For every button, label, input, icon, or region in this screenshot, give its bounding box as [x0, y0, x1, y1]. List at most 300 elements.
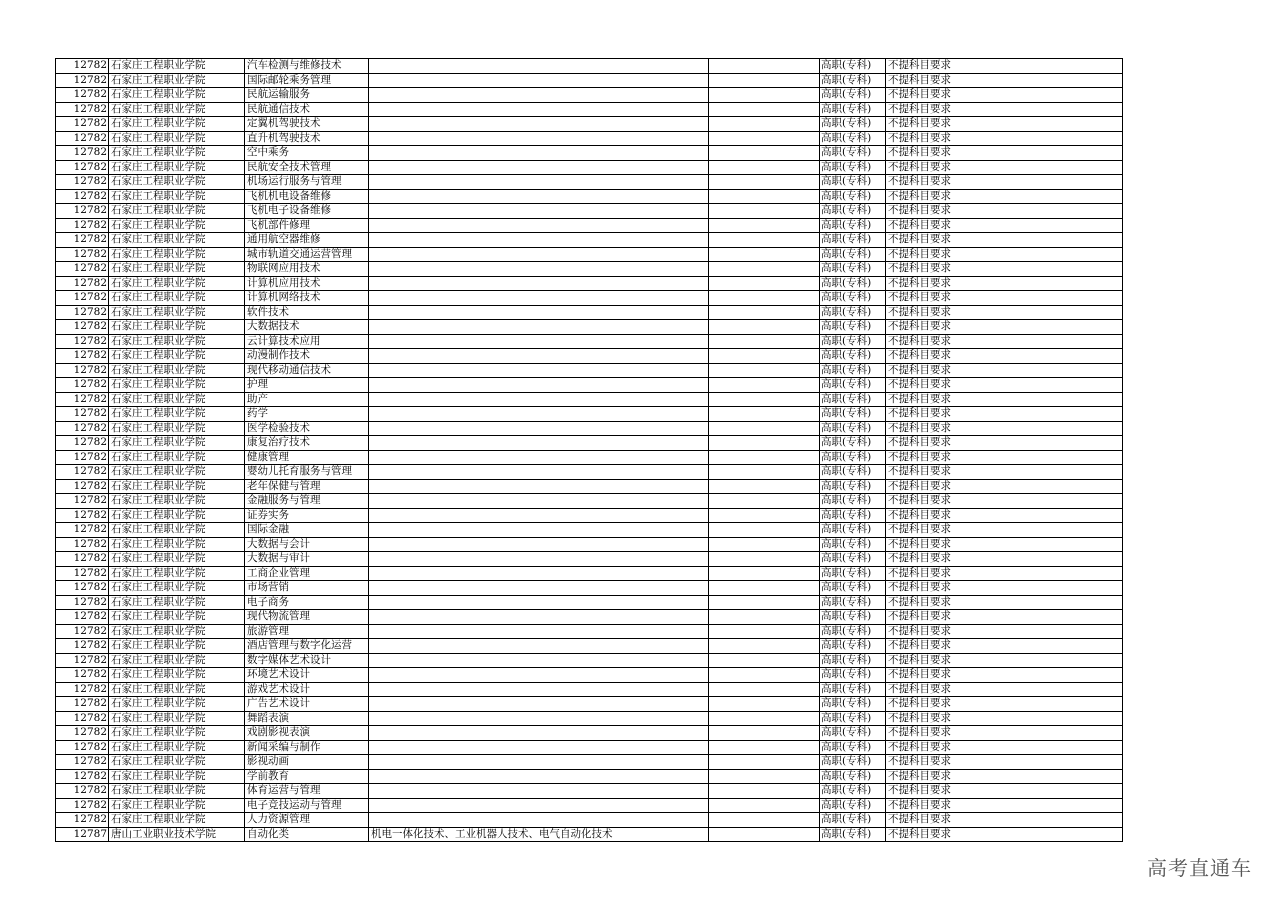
table-row — [56, 291, 1123, 306]
included-majors-cell — [369, 189, 709, 204]
table-row — [56, 189, 1123, 204]
subject-requirement-cell: 不提科目要求 — [886, 204, 1123, 219]
subject-requirement-cell: 不提科目要求 — [886, 668, 1123, 683]
subject-requirement-cell: 不提科目要求 — [886, 552, 1123, 567]
note-cell — [709, 581, 820, 596]
level-cell: 高职(专科) — [820, 827, 886, 842]
level-cell: 高职(专科) — [820, 755, 886, 770]
school-code-cell: 12782 — [56, 189, 109, 204]
level-cell: 高职(专科) — [820, 320, 886, 335]
table-row — [56, 88, 1123, 103]
note-cell — [709, 653, 820, 668]
note-cell — [709, 175, 820, 190]
table-row — [56, 639, 1123, 654]
included-majors-cell — [369, 305, 709, 320]
school-name-cell: 石家庄工程职业学院 — [109, 305, 245, 320]
school-code-cell: 12782 — [56, 291, 109, 306]
subject-requirement-cell: 不提科目要求 — [886, 392, 1123, 407]
subject-requirement-cell: 不提科目要求 — [886, 653, 1123, 668]
subject-requirement-cell: 不提科目要求 — [886, 218, 1123, 233]
included-majors-cell — [369, 247, 709, 262]
school-code-cell: 12782 — [56, 378, 109, 393]
school-code-cell: 12782 — [56, 392, 109, 407]
admission-table — [55, 58, 1123, 842]
level-cell: 高职(专科) — [820, 697, 886, 712]
major-name-cell: 医学检验技术 — [245, 421, 369, 436]
school-code-cell: 12782 — [56, 131, 109, 146]
note-cell — [709, 276, 820, 291]
note-cell — [709, 247, 820, 262]
school-name-cell: 石家庄工程职业学院 — [109, 189, 245, 204]
table-row — [56, 334, 1123, 349]
note-cell — [709, 146, 820, 161]
level-cell: 高职(专科) — [820, 668, 886, 683]
included-majors-cell — [369, 233, 709, 248]
included-majors-cell — [369, 204, 709, 219]
subject-requirement-cell: 不提科目要求 — [886, 740, 1123, 755]
note-cell — [709, 305, 820, 320]
major-name-cell: 广告艺术设计 — [245, 697, 369, 712]
included-majors-cell — [369, 769, 709, 784]
note-cell — [709, 349, 820, 364]
table-row — [56, 59, 1123, 74]
subject-requirement-cell: 不提科目要求 — [886, 436, 1123, 451]
note-cell — [709, 537, 820, 552]
table-row — [56, 436, 1123, 451]
level-cell: 高职(专科) — [820, 305, 886, 320]
school-name-cell: 石家庄工程职业学院 — [109, 407, 245, 422]
major-name-cell: 飞机机电设备维修 — [245, 189, 369, 204]
school-code-cell: 12782 — [56, 668, 109, 683]
table-row — [56, 479, 1123, 494]
school-name-cell: 石家庄工程职业学院 — [109, 537, 245, 552]
included-majors-cell — [369, 363, 709, 378]
subject-requirement-cell: 不提科目要求 — [886, 639, 1123, 654]
school-name-cell: 石家庄工程职业学院 — [109, 421, 245, 436]
included-majors-cell — [369, 349, 709, 364]
included-majors-cell — [369, 160, 709, 175]
subject-requirement-cell: 不提科目要求 — [886, 508, 1123, 523]
level-cell: 高职(专科) — [820, 175, 886, 190]
level-cell: 高职(专科) — [820, 363, 886, 378]
table-row — [56, 552, 1123, 567]
included-majors-cell — [369, 392, 709, 407]
subject-requirement-cell: 不提科目要求 — [886, 523, 1123, 538]
table-row — [56, 378, 1123, 393]
note-cell — [709, 755, 820, 770]
level-cell: 高职(专科) — [820, 392, 886, 407]
subject-requirement-cell: 不提科目要求 — [886, 146, 1123, 161]
school-code-cell: 12782 — [56, 610, 109, 625]
level-cell: 高职(专科) — [820, 247, 886, 262]
major-name-cell: 飞机电子设备维修 — [245, 204, 369, 219]
subject-requirement-cell: 不提科目要求 — [886, 59, 1123, 74]
school-name-cell: 石家庄工程职业学院 — [109, 784, 245, 799]
school-code-cell: 12782 — [56, 639, 109, 654]
school-name-cell: 石家庄工程职业学院 — [109, 581, 245, 596]
subject-requirement-cell: 不提科目要求 — [886, 798, 1123, 813]
school-name-cell: 石家庄工程职业学院 — [109, 146, 245, 161]
level-cell: 高职(专科) — [820, 73, 886, 88]
major-name-cell: 软件技术 — [245, 305, 369, 320]
school-code-cell: 12782 — [56, 711, 109, 726]
note-cell — [709, 334, 820, 349]
school-code-cell: 12782 — [56, 581, 109, 596]
included-majors-cell — [369, 755, 709, 770]
note-cell — [709, 740, 820, 755]
level-cell: 高职(专科) — [820, 653, 886, 668]
school-name-cell: 石家庄工程职业学院 — [109, 668, 245, 683]
table-row — [56, 450, 1123, 465]
major-name-cell: 旅游管理 — [245, 624, 369, 639]
included-majors-cell — [369, 668, 709, 683]
school-name-cell: 石家庄工程职业学院 — [109, 552, 245, 567]
major-name-cell: 城市轨道交通运营管理 — [245, 247, 369, 262]
note-cell — [709, 682, 820, 697]
school-code-cell: 12782 — [56, 204, 109, 219]
note-cell — [709, 204, 820, 219]
table-row — [56, 73, 1123, 88]
subject-requirement-cell: 不提科目要求 — [886, 102, 1123, 117]
school-name-cell: 石家庄工程职业学院 — [109, 160, 245, 175]
major-name-cell: 环境艺术设计 — [245, 668, 369, 683]
included-majors-cell — [369, 436, 709, 451]
subject-requirement-cell: 不提科目要求 — [886, 726, 1123, 741]
school-code-cell: 12782 — [56, 552, 109, 567]
included-majors-cell — [369, 740, 709, 755]
school-code-cell: 12782 — [56, 305, 109, 320]
major-name-cell: 动漫制作技术 — [245, 349, 369, 364]
school-name-cell: 石家庄工程职业学院 — [109, 436, 245, 451]
major-name-cell: 游戏艺术设计 — [245, 682, 369, 697]
included-majors-cell — [369, 334, 709, 349]
level-cell: 高职(专科) — [820, 131, 886, 146]
table-row — [56, 566, 1123, 581]
school-code-cell: 12782 — [56, 682, 109, 697]
school-code-cell: 12782 — [56, 334, 109, 349]
table-row — [56, 508, 1123, 523]
school-code-cell: 12782 — [56, 624, 109, 639]
school-code-cell: 12782 — [56, 465, 109, 480]
subject-requirement-cell: 不提科目要求 — [886, 247, 1123, 262]
subject-requirement-cell: 不提科目要求 — [886, 378, 1123, 393]
major-name-cell: 大数据与审计 — [245, 552, 369, 567]
table-row — [56, 827, 1123, 842]
school-name-cell: 石家庄工程职业学院 — [109, 131, 245, 146]
school-code-cell: 12782 — [56, 755, 109, 770]
note-cell — [709, 421, 820, 436]
school-name-cell: 石家庄工程职业学院 — [109, 349, 245, 364]
table-row — [56, 233, 1123, 248]
school-name-cell: 石家庄工程职业学院 — [109, 450, 245, 465]
included-majors-cell — [369, 610, 709, 625]
school-name-cell: 石家庄工程职业学院 — [109, 320, 245, 335]
table-row — [56, 624, 1123, 639]
subject-requirement-cell: 不提科目要求 — [886, 581, 1123, 596]
table-row — [56, 537, 1123, 552]
note-cell — [709, 494, 820, 509]
included-majors-cell — [369, 537, 709, 552]
level-cell: 高职(专科) — [820, 798, 886, 813]
school-name-cell: 石家庄工程职业学院 — [109, 813, 245, 828]
table-row — [56, 653, 1123, 668]
school-name-cell: 石家庄工程职业学院 — [109, 233, 245, 248]
note-cell — [709, 233, 820, 248]
level-cell: 高职(专科) — [820, 581, 886, 596]
note-cell — [709, 711, 820, 726]
level-cell: 高职(专科) — [820, 160, 886, 175]
table-row — [56, 668, 1123, 683]
school-name-cell: 石家庄工程职业学院 — [109, 769, 245, 784]
school-code-cell: 12782 — [56, 653, 109, 668]
school-name-cell: 石家庄工程职业学院 — [109, 653, 245, 668]
included-majors-cell — [369, 465, 709, 480]
level-cell: 高职(专科) — [820, 726, 886, 741]
note-cell — [709, 610, 820, 625]
subject-requirement-cell: 不提科目要求 — [886, 479, 1123, 494]
level-cell: 高职(专科) — [820, 682, 886, 697]
subject-requirement-cell: 不提科目要求 — [886, 450, 1123, 465]
table-row — [56, 349, 1123, 364]
subject-requirement-cell: 不提科目要求 — [886, 233, 1123, 248]
note-cell — [709, 218, 820, 233]
major-name-cell: 市场营销 — [245, 581, 369, 596]
table-row — [56, 494, 1123, 509]
table-row — [56, 218, 1123, 233]
major-name-cell: 体育运营与管理 — [245, 784, 369, 799]
table-row — [56, 726, 1123, 741]
school-name-cell: 石家庄工程职业学院 — [109, 682, 245, 697]
school-code-cell: 12782 — [56, 276, 109, 291]
major-name-cell: 飞机部件修理 — [245, 218, 369, 233]
included-majors-cell — [369, 784, 709, 799]
table-row — [56, 407, 1123, 422]
major-name-cell: 计算机应用技术 — [245, 276, 369, 291]
level-cell: 高职(专科) — [820, 218, 886, 233]
major-name-cell: 国际邮轮乘务管理 — [245, 73, 369, 88]
included-majors-cell — [369, 131, 709, 146]
table-row — [56, 204, 1123, 219]
school-name-cell: 石家庄工程职业学院 — [109, 276, 245, 291]
level-cell: 高职(专科) — [820, 233, 886, 248]
subject-requirement-cell: 不提科目要求 — [886, 117, 1123, 132]
major-name-cell: 电子竞技运动与管理 — [245, 798, 369, 813]
level-cell: 高职(专科) — [820, 291, 886, 306]
level-cell: 高职(专科) — [820, 262, 886, 277]
school-code-cell: 12782 — [56, 73, 109, 88]
subject-requirement-cell: 不提科目要求 — [886, 784, 1123, 799]
table-row — [56, 305, 1123, 320]
school-name-cell: 石家庄工程职业学院 — [109, 624, 245, 639]
school-name-cell: 石家庄工程职业学院 — [109, 88, 245, 103]
table-row — [56, 421, 1123, 436]
major-name-cell: 老年保健与管理 — [245, 479, 369, 494]
school-code-cell: 12782 — [56, 726, 109, 741]
note-cell — [709, 813, 820, 828]
school-name-cell: 石家庄工程职业学院 — [109, 523, 245, 538]
subject-requirement-cell: 不提科目要求 — [886, 88, 1123, 103]
table-row — [56, 697, 1123, 712]
subject-requirement-cell: 不提科目要求 — [886, 566, 1123, 581]
table-row — [56, 682, 1123, 697]
note-cell — [709, 595, 820, 610]
level-cell: 高职(专科) — [820, 349, 886, 364]
school-code-cell: 12782 — [56, 320, 109, 335]
level-cell: 高职(专科) — [820, 479, 886, 494]
subject-requirement-cell: 不提科目要求 — [886, 537, 1123, 552]
subject-requirement-cell: 不提科目要求 — [886, 363, 1123, 378]
school-code-cell: 12782 — [56, 769, 109, 784]
table-row — [56, 117, 1123, 132]
note-cell — [709, 523, 820, 538]
included-majors-cell — [369, 262, 709, 277]
school-code-cell: 12782 — [56, 697, 109, 712]
included-majors-cell — [369, 639, 709, 654]
table-row — [56, 755, 1123, 770]
level-cell: 高职(专科) — [820, 508, 886, 523]
school-code-cell: 12782 — [56, 117, 109, 132]
table-row — [56, 160, 1123, 175]
note-cell — [709, 827, 820, 842]
included-majors-cell — [369, 581, 709, 596]
note-cell — [709, 102, 820, 117]
major-name-cell: 大数据技术 — [245, 320, 369, 335]
included-majors-cell — [369, 117, 709, 132]
level-cell: 高职(专科) — [820, 421, 886, 436]
table-row — [56, 769, 1123, 784]
major-name-cell: 物联网应用技术 — [245, 262, 369, 277]
note-cell — [709, 392, 820, 407]
level-cell: 高职(专科) — [820, 624, 886, 639]
level-cell: 高职(专科) — [820, 566, 886, 581]
table-row — [56, 740, 1123, 755]
subject-requirement-cell: 不提科目要求 — [886, 262, 1123, 277]
note-cell — [709, 73, 820, 88]
subject-requirement-cell: 不提科目要求 — [886, 827, 1123, 842]
table-row — [56, 175, 1123, 190]
major-name-cell: 自动化类 — [245, 827, 369, 842]
major-name-cell: 民航运输服务 — [245, 88, 369, 103]
level-cell: 高职(专科) — [820, 711, 886, 726]
school-name-cell: 石家庄工程职业学院 — [109, 508, 245, 523]
major-name-cell: 婴幼儿托育服务与管理 — [245, 465, 369, 480]
subject-requirement-cell: 不提科目要求 — [886, 682, 1123, 697]
note-cell — [709, 566, 820, 581]
major-name-cell: 定翼机驾驶技术 — [245, 117, 369, 132]
major-name-cell: 汽车检测与维修技术 — [245, 59, 369, 74]
school-code-cell: 12782 — [56, 407, 109, 422]
included-majors-cell — [369, 494, 709, 509]
included-majors-cell — [369, 102, 709, 117]
note-cell — [709, 465, 820, 480]
school-code-cell: 12782 — [56, 523, 109, 538]
note-cell — [709, 117, 820, 132]
subject-requirement-cell: 不提科目要求 — [886, 407, 1123, 422]
note-cell — [709, 479, 820, 494]
major-name-cell: 学前教育 — [245, 769, 369, 784]
level-cell: 高职(专科) — [820, 436, 886, 451]
school-name-cell: 石家庄工程职业学院 — [109, 639, 245, 654]
major-name-cell: 民航通信技术 — [245, 102, 369, 117]
included-majors-cell — [369, 653, 709, 668]
subject-requirement-cell: 不提科目要求 — [886, 276, 1123, 291]
subject-requirement-cell: 不提科目要求 — [886, 320, 1123, 335]
major-name-cell: 影视动画 — [245, 755, 369, 770]
note-cell — [709, 189, 820, 204]
level-cell: 高职(专科) — [820, 523, 886, 538]
school-code-cell: 12782 — [56, 233, 109, 248]
school-name-cell: 石家庄工程职业学院 — [109, 218, 245, 233]
table-row — [56, 595, 1123, 610]
included-majors-cell — [369, 146, 709, 161]
subject-requirement-cell: 不提科目要求 — [886, 73, 1123, 88]
level-cell: 高职(专科) — [820, 59, 886, 74]
level-cell: 高职(专科) — [820, 378, 886, 393]
major-name-cell: 大数据与会计 — [245, 537, 369, 552]
level-cell: 高职(专科) — [820, 88, 886, 103]
major-name-cell: 现代物流管理 — [245, 610, 369, 625]
note-cell — [709, 160, 820, 175]
school-code-cell: 12782 — [56, 537, 109, 552]
school-code-cell: 12782 — [56, 784, 109, 799]
level-cell: 高职(专科) — [820, 813, 886, 828]
subject-requirement-cell: 不提科目要求 — [886, 349, 1123, 364]
note-cell — [709, 769, 820, 784]
included-majors-cell — [369, 291, 709, 306]
table-row — [56, 711, 1123, 726]
major-name-cell: 国际金融 — [245, 523, 369, 538]
table-row — [56, 262, 1123, 277]
table-row — [56, 363, 1123, 378]
subject-requirement-cell: 不提科目要求 — [886, 131, 1123, 146]
school-code-cell: 12782 — [56, 88, 109, 103]
included-majors-cell — [369, 378, 709, 393]
note-cell — [709, 407, 820, 422]
school-name-cell: 石家庄工程职业学院 — [109, 711, 245, 726]
level-cell: 高职(专科) — [820, 552, 886, 567]
school-name-cell: 石家庄工程职业学院 — [109, 247, 245, 262]
major-name-cell: 数字媒体艺术设计 — [245, 653, 369, 668]
level-cell: 高职(专科) — [820, 276, 886, 291]
included-majors-cell — [369, 320, 709, 335]
note-cell — [709, 552, 820, 567]
level-cell: 高职(专科) — [820, 494, 886, 509]
table-row — [56, 798, 1123, 813]
note-cell — [709, 262, 820, 277]
table-row — [56, 465, 1123, 480]
included-majors-cell — [369, 59, 709, 74]
school-name-cell: 石家庄工程职业学院 — [109, 59, 245, 74]
watermark: 高考直通车 — [1147, 856, 1252, 880]
school-code-cell: 12782 — [56, 262, 109, 277]
major-name-cell: 戏剧影视表演 — [245, 726, 369, 741]
school-name-cell: 石家庄工程职业学院 — [109, 566, 245, 581]
subject-requirement-cell: 不提科目要求 — [886, 711, 1123, 726]
level-cell: 高职(专科) — [820, 204, 886, 219]
level-cell: 高职(专科) — [820, 189, 886, 204]
subject-requirement-cell: 不提科目要求 — [886, 755, 1123, 770]
school-code-cell: 12782 — [56, 740, 109, 755]
school-code-cell: 12782 — [56, 508, 109, 523]
school-code-cell: 12782 — [56, 798, 109, 813]
table-row — [56, 320, 1123, 335]
level-cell: 高职(专科) — [820, 537, 886, 552]
table-row — [56, 247, 1123, 262]
table-row — [56, 813, 1123, 828]
level-cell: 高职(专科) — [820, 740, 886, 755]
school-name-cell: 石家庄工程职业学院 — [109, 595, 245, 610]
subject-requirement-cell: 不提科目要求 — [886, 769, 1123, 784]
